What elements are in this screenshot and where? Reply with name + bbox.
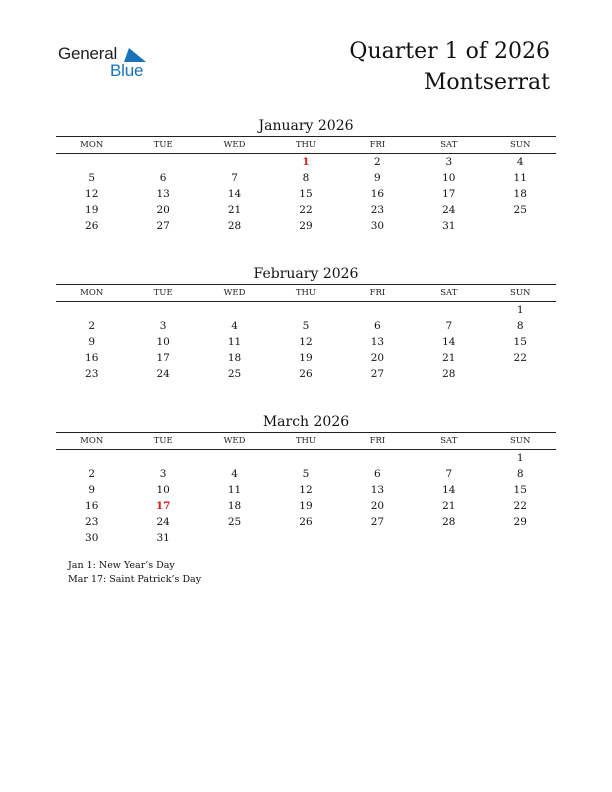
day-cell: 1 — [516, 304, 524, 316]
day-cell: 31 — [442, 220, 456, 232]
day-cell: 27 — [370, 516, 385, 528]
day-cell: 22 — [513, 500, 527, 512]
day-cell: 27 — [156, 220, 170, 232]
page-title — [349, 36, 550, 98]
day-cell: 29 — [299, 220, 313, 232]
empty-day-cell — [485, 530, 556, 546]
empty-day-cell — [127, 154, 198, 170]
day-cell: 7 — [231, 172, 238, 184]
day-cell: 21 — [227, 204, 242, 216]
holiday-day-cell: 17 — [155, 500, 171, 512]
day-cell: 13 — [156, 188, 170, 200]
day-cell: 18 — [227, 352, 242, 364]
weekday-label: SUN — [510, 436, 531, 446]
week-row — [56, 366, 556, 382]
day-cell: 24 — [156, 516, 170, 528]
week-row — [56, 318, 556, 334]
month-title: January 2026 — [258, 118, 354, 134]
day-cell: 8 — [516, 468, 524, 480]
empty-day-cell — [485, 218, 556, 234]
weekday-label: SUN — [510, 288, 531, 298]
day-cell: 10 — [442, 172, 456, 184]
week-row — [56, 302, 556, 318]
day-cell: 28 — [227, 220, 242, 232]
day-cell: 3 — [445, 156, 453, 168]
day-cell: 5 — [88, 172, 96, 184]
weekday-label: TUE — [153, 436, 173, 446]
day-cell: 10 — [156, 336, 170, 348]
weekday-label: WED — [223, 140, 246, 150]
month-title: March 2026 — [262, 414, 350, 430]
day-cell: 23 — [85, 516, 99, 528]
day-cell: 22 — [513, 352, 527, 364]
week-row — [56, 186, 556, 202]
day-cell: 9 — [88, 484, 96, 496]
day-cell: 11 — [227, 484, 242, 496]
day-cell: 2 — [88, 468, 96, 480]
day-cell: 18 — [227, 500, 242, 512]
weekday-label: WED — [223, 288, 246, 298]
week-row — [56, 498, 556, 514]
day-cell: 9 — [374, 172, 381, 184]
day-cell: 12 — [299, 336, 313, 348]
empty-day-cell — [342, 450, 413, 466]
day-cell: 4 — [231, 320, 238, 332]
week-row — [56, 154, 556, 170]
day-cell: 24 — [156, 368, 170, 380]
day-cell: 6 — [374, 320, 381, 332]
weekday-label: MON — [80, 288, 104, 298]
day-cell: 21 — [442, 352, 456, 364]
day-cell: 14 — [442, 336, 456, 348]
empty-day-cell — [199, 450, 270, 466]
week-row — [56, 450, 556, 466]
day-cell: 1 — [516, 452, 524, 464]
weekday-header — [56, 284, 556, 302]
day-cell: 7 — [445, 320, 453, 332]
empty-day-cell — [127, 450, 198, 466]
day-cell: 25 — [227, 368, 242, 380]
day-cell: 15 — [299, 188, 313, 200]
weekday-label: THU — [295, 140, 317, 150]
weekday-label: SAT — [440, 436, 458, 446]
day-cell: 15 — [513, 484, 527, 496]
weekday-label: MON — [80, 140, 104, 150]
weekday-label: FRI — [369, 140, 386, 150]
day-cell: 15 — [513, 336, 527, 348]
holiday-day-cell: 1 — [302, 156, 310, 168]
day-cell: 29 — [513, 516, 527, 528]
empty-day-cell — [127, 302, 198, 318]
day-cell: 5 — [302, 320, 310, 332]
day-cell: 18 — [513, 188, 527, 200]
day-cell: 23 — [370, 204, 385, 216]
day-cell: 28 — [442, 368, 456, 380]
day-cell: 4 — [231, 468, 238, 480]
day-cell: 11 — [513, 172, 527, 184]
week-row — [56, 482, 556, 498]
logo-text-blue: Blue — [110, 61, 144, 80]
weekday-label: SAT — [440, 288, 458, 298]
day-cell: 20 — [370, 352, 385, 364]
day-cell: 13 — [370, 336, 385, 348]
weekday-label: FRI — [369, 436, 386, 446]
day-cell: 6 — [374, 468, 381, 480]
week-row — [56, 170, 556, 186]
week-row — [56, 350, 556, 366]
month-calendar — [56, 265, 556, 382]
day-cell: 16 — [85, 500, 99, 512]
holiday-note: Mar 17: Saint Patrick’s Day — [68, 574, 202, 585]
day-cell: 30 — [370, 220, 385, 232]
empty-day-cell — [485, 366, 556, 382]
day-cell: 30 — [85, 532, 99, 544]
generalblue-logo — [58, 44, 158, 80]
day-cell: 11 — [227, 336, 242, 348]
day-cell: 12 — [85, 188, 99, 200]
empty-day-cell — [56, 450, 127, 466]
empty-day-cell — [199, 154, 270, 170]
empty-day-cell — [270, 530, 341, 546]
holiday-notes — [68, 559, 201, 587]
day-cell: 27 — [370, 368, 385, 380]
day-cell: 14 — [442, 484, 456, 496]
weekday-label: SUN — [510, 140, 531, 150]
day-cell: 13 — [370, 484, 385, 496]
day-cell: 4 — [516, 156, 524, 168]
empty-day-cell — [342, 302, 413, 318]
weekday-label: FRI — [369, 288, 386, 298]
day-cell: 3 — [159, 468, 167, 480]
weekday-label: THU — [295, 288, 317, 298]
day-cell: 6 — [159, 172, 167, 184]
day-cell: 5 — [302, 468, 310, 480]
day-cell: 8 — [516, 320, 524, 332]
weekday-label: SAT — [440, 140, 458, 150]
empty-day-cell — [270, 302, 341, 318]
week-row — [56, 218, 556, 234]
day-cell: 25 — [227, 516, 242, 528]
empty-day-cell — [56, 302, 127, 318]
weekday-label: THU — [295, 436, 317, 446]
week-row — [56, 530, 556, 546]
day-cell: 26 — [85, 220, 99, 232]
logo-triangle-icon — [124, 48, 146, 62]
day-cell: 17 — [156, 352, 170, 364]
day-cell: 26 — [299, 516, 313, 528]
day-cell: 17 — [442, 188, 456, 200]
empty-day-cell — [56, 154, 127, 170]
week-row — [56, 334, 556, 350]
week-row — [56, 466, 556, 482]
weekday-label: TUE — [153, 140, 173, 150]
weekday-label: MON — [80, 436, 104, 446]
title-country: Montserrat — [423, 70, 550, 95]
week-row — [56, 514, 556, 530]
title-quarter: Quarter 1 of 2026 — [349, 39, 550, 64]
day-cell: 28 — [442, 516, 456, 528]
empty-day-cell — [342, 530, 413, 546]
day-cell: 16 — [370, 188, 385, 200]
empty-day-cell — [199, 530, 270, 546]
day-cell: 31 — [156, 532, 170, 544]
day-cell: 21 — [442, 500, 456, 512]
day-cell: 19 — [299, 352, 313, 364]
day-cell: 9 — [88, 336, 96, 348]
day-cell: 12 — [299, 484, 313, 496]
day-cell: 24 — [442, 204, 456, 216]
day-cell: 10 — [156, 484, 170, 496]
empty-day-cell — [199, 302, 270, 318]
day-cell: 7 — [445, 468, 453, 480]
day-cell: 8 — [302, 172, 310, 184]
week-row — [56, 202, 556, 218]
day-cell: 2 — [374, 156, 381, 168]
day-cell: 16 — [85, 352, 99, 364]
day-cell: 23 — [85, 368, 99, 380]
day-cell: 20 — [370, 500, 385, 512]
empty-day-cell — [413, 302, 484, 318]
weekday-label: TUE — [153, 288, 173, 298]
empty-day-cell — [270, 450, 341, 466]
day-cell: 25 — [513, 204, 527, 216]
day-cell: 20 — [156, 204, 170, 216]
holiday-note: Jan 1: New Year’s Day — [68, 560, 175, 571]
month-calendar — [56, 413, 556, 546]
weekday-label: WED — [223, 436, 246, 446]
empty-day-cell — [413, 530, 484, 546]
weekday-header — [56, 136, 556, 154]
logo-text-general: General — [58, 44, 118, 63]
day-cell: 2 — [88, 320, 96, 332]
day-cell: 3 — [159, 320, 167, 332]
day-cell: 19 — [85, 204, 99, 216]
month-title: February 2026 — [253, 266, 359, 282]
day-cell: 19 — [299, 500, 313, 512]
weekday-header — [56, 432, 556, 450]
day-cell: 22 — [299, 204, 313, 216]
day-cell: 26 — [299, 368, 313, 380]
day-cell: 14 — [227, 188, 242, 200]
month-calendar — [56, 117, 556, 234]
empty-day-cell — [413, 450, 484, 466]
